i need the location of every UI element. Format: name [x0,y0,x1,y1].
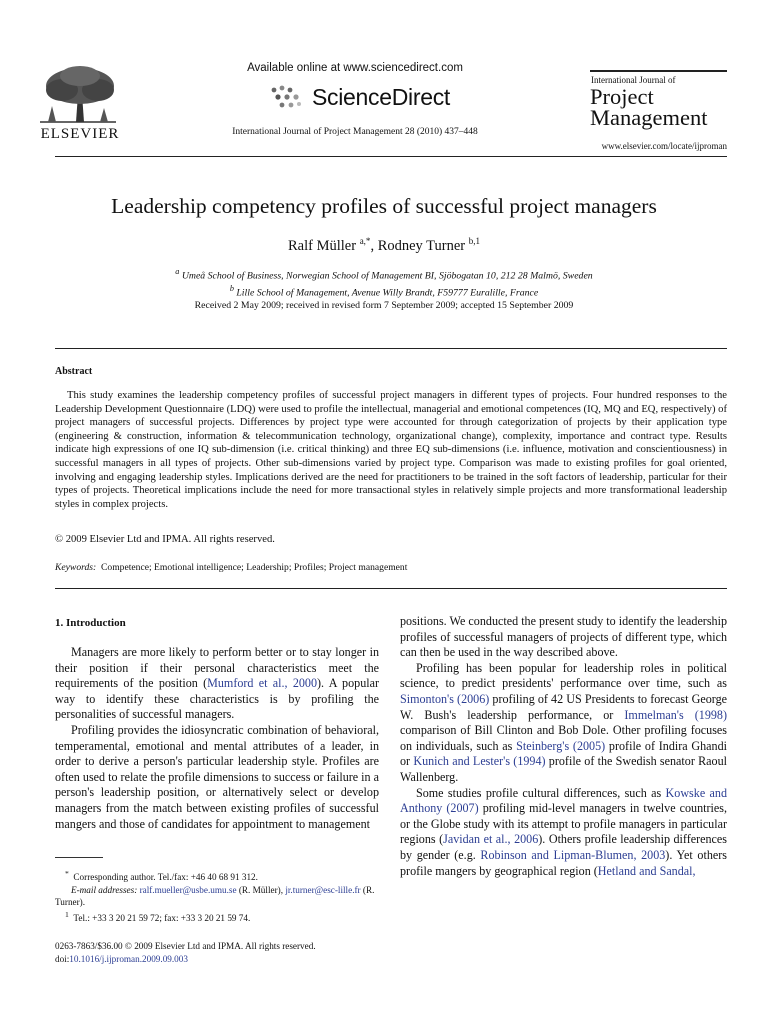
affiliation-a [0,265,768,282]
right-p3-a: Some studies profile cultural differences, such as [416,785,666,800]
journal-brand-title [590,86,707,128]
affiliation-b-sup: b [229,284,234,294]
right-paragraph-1: positions. We conducted the present study to identify the leadership profiles of successful managers of projects of different type, which can then be used in the way described above. [400,614,727,660]
author-1: Ralf Müller [288,237,357,254]
email-mueller-link[interactable]: ralf.mueller@usbe.umu.se [139,884,237,895]
intro-left-column [55,645,379,832]
author-2-sup[interactable]: b,1 [468,236,480,246]
doi-line [55,953,379,966]
affiliation-a-sup: a [175,267,180,276]
ref-kunich-link[interactable]: Kunich and Lester's (1994) [413,754,546,769]
issn-line: 0263-7863/$36.00 © 2009 Elsevier Ltd and IPMA. All rights reserved. [55,941,316,951]
elsevier-wordmark: ELSEVIER [40,126,120,142]
ref-mumford-link[interactable]: Mumford et al., 2000 [207,676,318,691]
keywords [55,562,407,573]
author-1-sup[interactable]: a,* [359,236,371,246]
email-turner-link[interactable]: jr.turner@esc-lille.fr [285,884,361,895]
footnote-corresponding-text: Corresponding author. Tel./fax: +46 40 68 91 312. [73,872,258,883]
right-p3-b: profiling mid-level managers in twelve countries, or the Globe study with its attempt to profile managers in particular regions ( [400,801,727,847]
footnote-1 [55,909,379,925]
ref-hetland-link[interactable]: Hetland and Sandal, [597,863,696,878]
right-p3-c: ). Others profile leadership differences by gender (e.g. [400,832,728,862]
ref-steinberg-link[interactable]: Steinberg's (2005) [516,738,606,753]
abstract-copyright: © 2009 Elsevier Ltd and IPMA. All rights reserved. [55,534,275,545]
affiliation-a-text: Umeå School of Business, Norwegian School of Management BI, Sjöbogatan 10, 212 28 Malmö, Sweden [181,270,593,282]
abstract-bottom-rule [55,588,727,589]
footnote-rule [55,857,103,858]
ref-immelman-link[interactable]: Immelman's (1998) [624,707,728,722]
header-rule [55,156,727,157]
affiliation-b [0,282,768,299]
sciencedirect-wordmark: ScienceDirect [312,84,450,110]
author-sep: , [370,237,378,254]
ref-kowske-link[interactable]: Kowske and Anthony (2007) [400,785,727,816]
elsevier-tree-logo [30,62,126,128]
footnote-1-text: Tel.: +33 3 20 21 59 72; fax: +33 3 20 21 59 74. [73,912,251,923]
journal-brand-rule [590,70,727,72]
journal-brand-line1: Project [590,84,654,109]
footnote-emails [55,884,379,909]
right-p3-d: ). Yet others profile mangers by geographical region ( [400,847,727,878]
ref-robinson-link[interactable]: Robinson and Lipman-Blumen, 2003 [480,847,666,862]
right-paragraph-3 [400,786,727,880]
journal-url[interactable]: www.elsevier.com/locate/ijproman [601,141,727,151]
abstract-top-rule [55,348,727,349]
right-p2-d: profile of Indira Ghandi or [400,738,727,769]
intro-p1-text-a: Managers are more likely to perform better or to stay longer in their position if their personal characteristics meet the requirements of the position ( [55,645,379,691]
footnote-corresponding [55,868,379,884]
received-dates: Received 2 May 2009; received in revised form 7 September 2009; accepted 15 September 2009 [194,300,574,311]
email-mueller-name: (R. Müller), [236,884,286,895]
journal-citation: International Journal of Project Management 28 (2010) 437–448 [232,127,478,137]
abstract-text: This study examines the leadership competency profiles of successful project managers in different types of projects. Four hundred responses to the Leadership Development Questionnaire (LDQ) were used to profile the intellectual, managerial and emotional competences (IQ, MQ and EQ, respectively) of project managers of successful projects. Differences by project type were accounted for through categorization of projects by their application type (engineering & construction, information & telecommunication technology, organizational change), complexity, importance and contract type. Results indicate high expressions of one IQ sub-dimension (i.e. critical thinking) and three EQ sub-dimensions (i.e. influence, motivation and conscientiousness) in successful managers in all types of projects. Other sub-dimensions varied by project type. Comparison was made to existing profiles for goal oriented, involving and engaging leadership styles. Implications derived are the need for practitioners to be trained in the soft factors of leadership, particular for their types of projects. Theoretical implications include the need for more transactional styles in relatively simple projects and more transformational leadership styles in complex projects. [55,390,727,510]
right-paragraph-2 [400,661,727,786]
bottom-info [55,940,379,965]
footnote-1-mark: 1 [65,909,69,919]
author-2: Rodney Turner [377,237,466,254]
doi-link[interactable]: 10.1016/j.ijproman.2009.09.003 [69,953,188,964]
email-turner-name: (R. Turner). [55,884,375,908]
affiliation-b-text: Lille School of Management, Avenue Willy Brandt, F59777 Euralille, France [236,287,539,299]
footnotes [55,868,379,925]
author-line [0,236,768,255]
ref-simonton-link[interactable]: Simonton's (2006) [400,691,490,706]
email-label: E-mail addresses: [71,884,138,895]
journal-brand-line2: Management [590,105,708,130]
intro-paragraph-2: Profiling provides the idiosyncratic combination of behavioral, temperamental, emotional and mental attributes of a leader, in order to derive a person's particular leadership style. Profiles are often used to relate the profile dimensions to success or failure in a person's leadership position, or alternatively select or develop managers from the match between existing profiles of successful mangers and those of candidates for appointment to management [55,722,379,831]
right-p2-e: profile of the Swedish senator Raoul Wallenberg. [400,754,727,784]
right-p2-b: profiling of 42 US Presidents to forecast George W. Bush's leadership performance, or [400,691,727,722]
right-p2-c: comparison of Bill Clinton and Bob Dole. Other profiling focuses on individuals, such as [400,723,727,753]
sciencedirect-dots-icon [268,84,308,110]
intro-paragraph-1 [55,645,379,723]
article-title: Leadership competency profiles of successful project managers [111,194,657,218]
affiliations [0,265,768,300]
abstract-heading: Abstract [55,366,93,377]
right-p2-a: Profiling has been popular for leadership roles in political science, to predict presidents' performance over time, such as [400,660,727,691]
doi-label: doi: [55,953,70,964]
keywords-label: Keywords: [55,562,97,573]
journal-brand-small: International Journal of [591,75,676,85]
intro-p1-text-b: ). A popular way to identify these characteristics is by profiling the personalities of successful managers. [55,676,379,722]
section-heading-introduction: 1. Introduction [55,617,126,629]
available-online-line: Available online at www.sciencedirect.com [247,62,463,74]
keywords-list: Competence; Emotional intelligence; Leadership; Profiles; Project management [101,562,408,573]
footnote-star: * [65,869,69,878]
intro-right-column [400,614,727,879]
ref-javidan-link[interactable]: Javidan et al., 2006 [443,832,539,847]
